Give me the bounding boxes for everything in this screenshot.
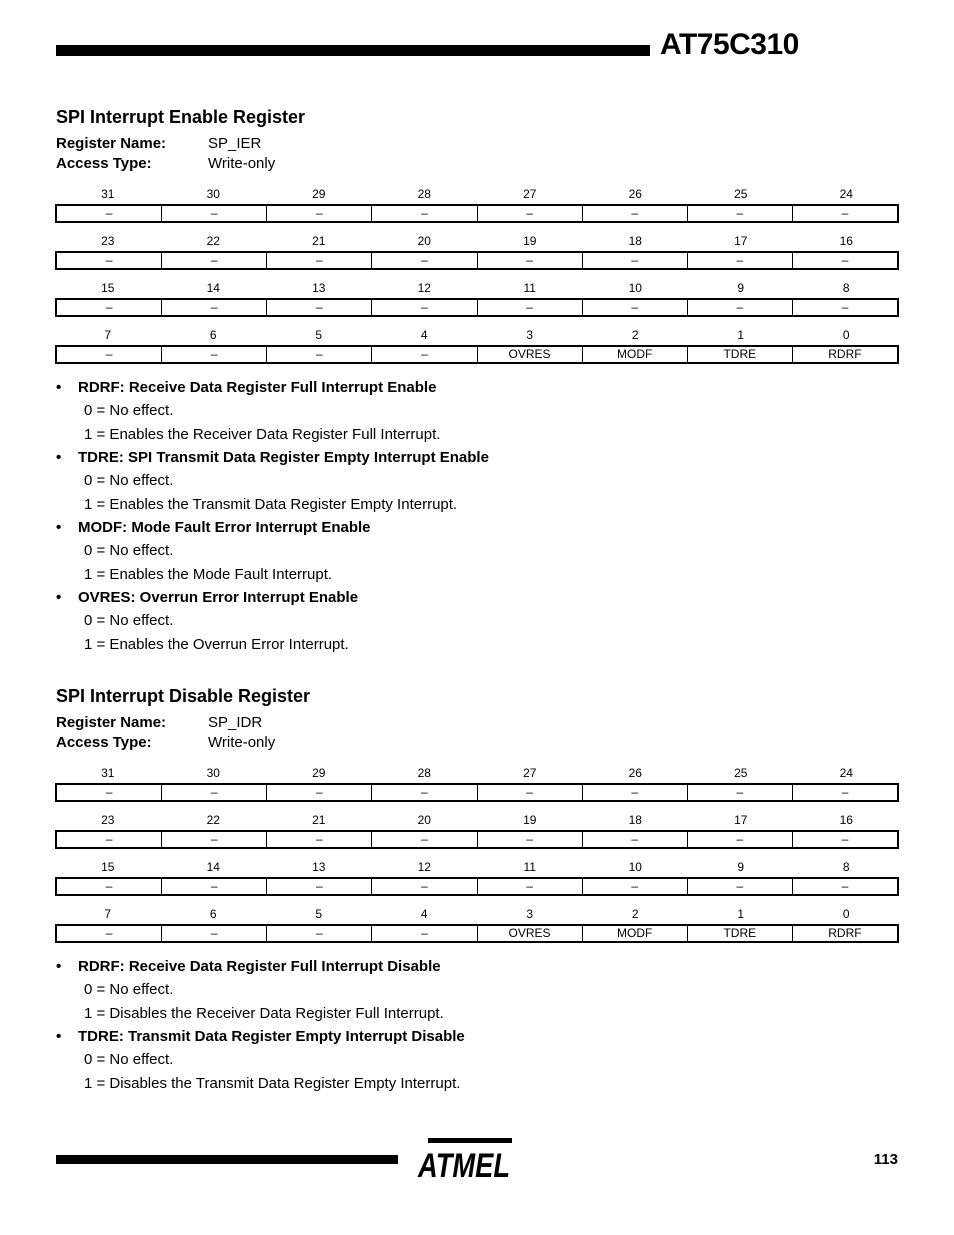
bit-number: 8 <box>842 860 850 874</box>
bit-number: 16 <box>839 813 853 827</box>
bit-number: 29 <box>312 187 326 201</box>
access-type-label: Access Type: <box>56 734 152 751</box>
bit-numbers <box>55 904 899 924</box>
field-heading-text: OVRES: Overrun Error Interrupt Enable <box>78 589 359 606</box>
bullet-icon: • <box>56 379 62 396</box>
bullet-icon: • <box>56 1028 62 1045</box>
bit-numbers <box>55 763 899 783</box>
bit-number: 9 <box>737 281 745 295</box>
bit-fields <box>55 345 899 364</box>
access-type-line <box>56 154 275 174</box>
register-row <box>55 231 899 278</box>
bit-field: – <box>582 879 687 894</box>
bit-number: 10 <box>628 860 642 874</box>
field-value-text: 1 = Enables the Transmit Data Register Empty Interrupt. <box>84 495 458 513</box>
bit-number: 25 <box>734 187 748 201</box>
bit-field: – <box>792 253 897 268</box>
register-row <box>55 810 899 857</box>
field-heading <box>56 376 489 399</box>
bit-number: 13 <box>312 281 326 295</box>
bit-number: 27 <box>523 187 537 201</box>
bit-number: 23 <box>101 234 115 248</box>
bit-number: 11 <box>523 860 536 874</box>
bit-field: MODF <box>582 347 687 362</box>
bit-field: – <box>105 206 113 220</box>
register-name-value: SP_IER <box>208 135 262 152</box>
bit-number: 20 <box>417 234 431 248</box>
field-heading-text: RDRF: Receive Data Register Full Interrupt Disable <box>78 958 441 975</box>
field-value-text: 0 = No effect. <box>84 472 174 489</box>
bit-numbers <box>55 810 899 830</box>
bit-field: – <box>371 253 476 268</box>
register-row <box>55 184 899 231</box>
bit-number: 17 <box>734 813 748 827</box>
bit-number: 18 <box>628 813 642 827</box>
register-meta-enable <box>56 134 275 174</box>
bit-field: TDRE <box>687 347 792 362</box>
bit-field: – <box>161 253 266 268</box>
bit-field: – <box>105 879 113 893</box>
bit-fields <box>55 877 899 896</box>
field-heading <box>56 955 465 978</box>
bit-number: 21 <box>312 234 326 248</box>
bit-field: – <box>266 879 371 894</box>
bit-number: 16 <box>839 234 853 248</box>
bit-field: – <box>105 253 113 267</box>
register-name-label: Register Name: <box>56 714 167 731</box>
bit-field: – <box>477 832 582 847</box>
bit-number: 19 <box>523 813 537 827</box>
bullet-icon: • <box>56 589 62 606</box>
field-heading <box>56 1025 465 1048</box>
bit-field: – <box>161 832 266 847</box>
field-heading-text: RDRF: Receive Data Register Full Interrupt Enable <box>78 379 437 396</box>
bit-number: 22 <box>206 234 220 248</box>
bit-field: – <box>582 253 687 268</box>
bit-numbers <box>55 231 899 251</box>
bit-field: – <box>792 206 897 221</box>
bit-field: OVRES <box>477 347 582 362</box>
bit-field: – <box>371 879 476 894</box>
bit-field: – <box>161 879 266 894</box>
bit-number: 26 <box>628 766 642 780</box>
access-type-value: Write-only <box>208 734 276 751</box>
access-type-label: Access Type: <box>56 155 152 172</box>
bit-number: 4 <box>420 328 428 342</box>
bit-number: 3 <box>526 328 534 342</box>
field-heading <box>56 446 489 469</box>
bit-number: 31 <box>101 187 115 201</box>
bit-field: – <box>266 300 371 315</box>
bit-fields <box>55 251 899 270</box>
field-descriptions-enable <box>56 376 489 656</box>
bit-number: 2 <box>631 328 639 342</box>
bit-field: – <box>687 253 792 268</box>
bit-field: – <box>792 300 897 315</box>
section-title-enable: SPI Interrupt Enable Register <box>56 107 306 127</box>
bit-field: TDRE <box>687 926 792 941</box>
bit-number: 14 <box>206 281 220 295</box>
bit-number: 20 <box>417 813 431 827</box>
bit-field: – <box>477 785 582 800</box>
bit-field: – <box>266 926 371 941</box>
bit-numbers <box>55 857 899 877</box>
bit-number: 27 <box>523 766 537 780</box>
header-rule <box>56 45 650 56</box>
bit-number: 24 <box>839 187 853 201</box>
bit-number: 29 <box>312 766 326 780</box>
bit-field: – <box>371 300 476 315</box>
field-value-text: 0 = No effect. <box>84 402 174 419</box>
bit-number: 24 <box>839 766 853 780</box>
bit-field: – <box>105 785 113 799</box>
bit-field: – <box>161 347 266 362</box>
bit-field: – <box>371 206 476 221</box>
field-value-text: 0 = No effect. <box>84 1051 174 1068</box>
bit-number: 15 <box>101 281 115 295</box>
bit-number: 4 <box>420 907 428 921</box>
field-value-text: 0 = No effect. <box>84 542 174 559</box>
register-name-line <box>56 713 275 733</box>
bit-field: – <box>792 832 897 847</box>
bit-number: 21 <box>312 813 326 827</box>
bit-number: 26 <box>628 187 642 201</box>
register-name-line <box>56 134 275 154</box>
register-name-value: SP_IDR <box>208 714 263 731</box>
field-heading <box>56 586 489 609</box>
bit-field: OVRES <box>477 926 582 941</box>
bit-number: 7 <box>104 328 112 342</box>
bit-number: 11 <box>523 281 536 295</box>
bit-field: RDRF <box>792 926 897 941</box>
bit-field: – <box>105 347 113 361</box>
field-heading-text: TDRE: SPI Transmit Data Register Empty Interrupt Enable <box>78 449 489 466</box>
bit-field: – <box>266 253 371 268</box>
bit-field: – <box>371 832 476 847</box>
register-table-disable <box>55 763 899 951</box>
bit-number: 31 <box>101 766 115 780</box>
bit-number: 28 <box>417 766 431 780</box>
bit-field: – <box>371 926 476 941</box>
bit-field: – <box>161 926 266 941</box>
bit-fields <box>55 204 899 223</box>
bit-field: – <box>582 785 687 800</box>
footer-rule <box>56 1155 398 1164</box>
bit-number: 8 <box>842 281 850 295</box>
bit-number: 6 <box>209 907 217 921</box>
bit-number: 12 <box>417 281 431 295</box>
bit-number: 28 <box>417 187 431 201</box>
bit-number: 14 <box>206 860 220 874</box>
bit-field: – <box>266 206 371 221</box>
bit-number: 30 <box>206 187 220 201</box>
page-number: 113 <box>873 1151 898 1168</box>
bit-field: – <box>105 300 113 314</box>
field-heading-text: MODF: Mode Fault Error Interrupt Enable <box>78 519 371 536</box>
bit-field: – <box>792 785 897 800</box>
bit-field: – <box>582 300 687 315</box>
bit-number: 22 <box>206 813 220 827</box>
bit-number: 19 <box>523 234 537 248</box>
access-type-line <box>56 733 275 753</box>
bit-number: 2 <box>631 907 639 921</box>
bit-number: 0 <box>842 328 850 342</box>
register-row <box>55 904 899 951</box>
bit-number: 1 <box>737 907 745 921</box>
bit-fields <box>55 924 899 943</box>
register-meta-disable <box>56 713 275 753</box>
document-title: AT75C310 <box>660 28 799 61</box>
bit-field: – <box>105 926 113 940</box>
access-type-value: Write-only <box>208 155 276 172</box>
bit-number: 6 <box>209 328 217 342</box>
bit-field: – <box>477 206 582 221</box>
bullet-icon: • <box>56 519 62 536</box>
bit-number: 0 <box>842 907 850 921</box>
bit-number: 7 <box>104 907 112 921</box>
bit-field: – <box>477 253 582 268</box>
bullet-icon: • <box>56 958 62 975</box>
bit-number: 18 <box>628 234 642 248</box>
bit-number: 12 <box>417 860 431 874</box>
field-value-text: 0 = No effect. <box>84 981 174 998</box>
bit-fields <box>55 830 899 849</box>
bit-field: – <box>105 832 113 846</box>
bit-field: – <box>161 300 266 315</box>
bit-numbers <box>55 184 899 204</box>
bit-number: 10 <box>628 281 642 295</box>
atmel-logo <box>414 1137 514 1185</box>
bit-number: 25 <box>734 766 748 780</box>
svg-text:ATMEL: ATMEL <box>417 1147 510 1185</box>
bit-field: MODF <box>582 926 687 941</box>
field-heading <box>56 516 489 539</box>
bit-fields <box>55 783 899 802</box>
bit-number: 30 <box>206 766 220 780</box>
bit-field: – <box>266 832 371 847</box>
register-row <box>55 857 899 904</box>
bullet-icon: • <box>56 449 62 466</box>
bit-field: – <box>687 785 792 800</box>
bit-field: – <box>582 206 687 221</box>
bit-number: 1 <box>737 328 745 342</box>
bit-field: – <box>477 879 582 894</box>
bit-number: 17 <box>734 234 748 248</box>
bit-field: – <box>371 785 476 800</box>
field-heading-text: TDRE: Transmit Data Register Empty Interrupt Disable <box>78 1028 465 1045</box>
bit-number: 3 <box>526 907 534 921</box>
bit-field: – <box>477 300 582 315</box>
bit-number: 13 <box>312 860 326 874</box>
bit-field: – <box>687 206 792 221</box>
field-descriptions-disable <box>56 955 465 1095</box>
bit-field: – <box>687 832 792 847</box>
bit-field: – <box>792 879 897 894</box>
bit-field: – <box>161 785 266 800</box>
section-title-disable: SPI Interrupt Disable Register <box>56 686 311 706</box>
bit-fields <box>55 298 899 317</box>
bit-field: – <box>687 300 792 315</box>
field-value-text: 1 = Enables the Receiver Data Register Full Interrupt. <box>84 425 441 443</box>
bit-field: – <box>371 347 476 362</box>
bit-number: 5 <box>315 907 323 921</box>
bit-field: – <box>266 785 371 800</box>
bit-field: – <box>687 879 792 894</box>
register-row <box>55 278 899 325</box>
register-row <box>55 763 899 810</box>
bit-number: 9 <box>737 860 745 874</box>
bit-numbers <box>55 278 899 298</box>
bit-number: 15 <box>101 860 115 874</box>
bit-field: – <box>582 832 687 847</box>
field-value-text: 1 = Disables the Transmit Data Register Empty Interrupt. <box>84 1074 461 1092</box>
field-value-text: 1 = Enables the Overrun Error Interrupt. <box>84 635 349 653</box>
field-value-text: 1 = Enables the Mode Fault Interrupt. <box>84 565 333 583</box>
bit-field: – <box>266 347 371 362</box>
register-row <box>55 325 899 372</box>
bit-field: RDRF <box>792 347 897 362</box>
field-value-text: 1 = Disables the Receiver Data Register Full Interrupt. <box>84 1004 444 1022</box>
bit-field: – <box>161 206 266 221</box>
bit-number: 5 <box>315 328 323 342</box>
register-name-label: Register Name: <box>56 135 167 152</box>
bit-numbers <box>55 325 899 345</box>
bit-number: 23 <box>101 813 115 827</box>
field-value-text: 0 = No effect. <box>84 612 174 629</box>
register-table-enable <box>55 184 899 372</box>
